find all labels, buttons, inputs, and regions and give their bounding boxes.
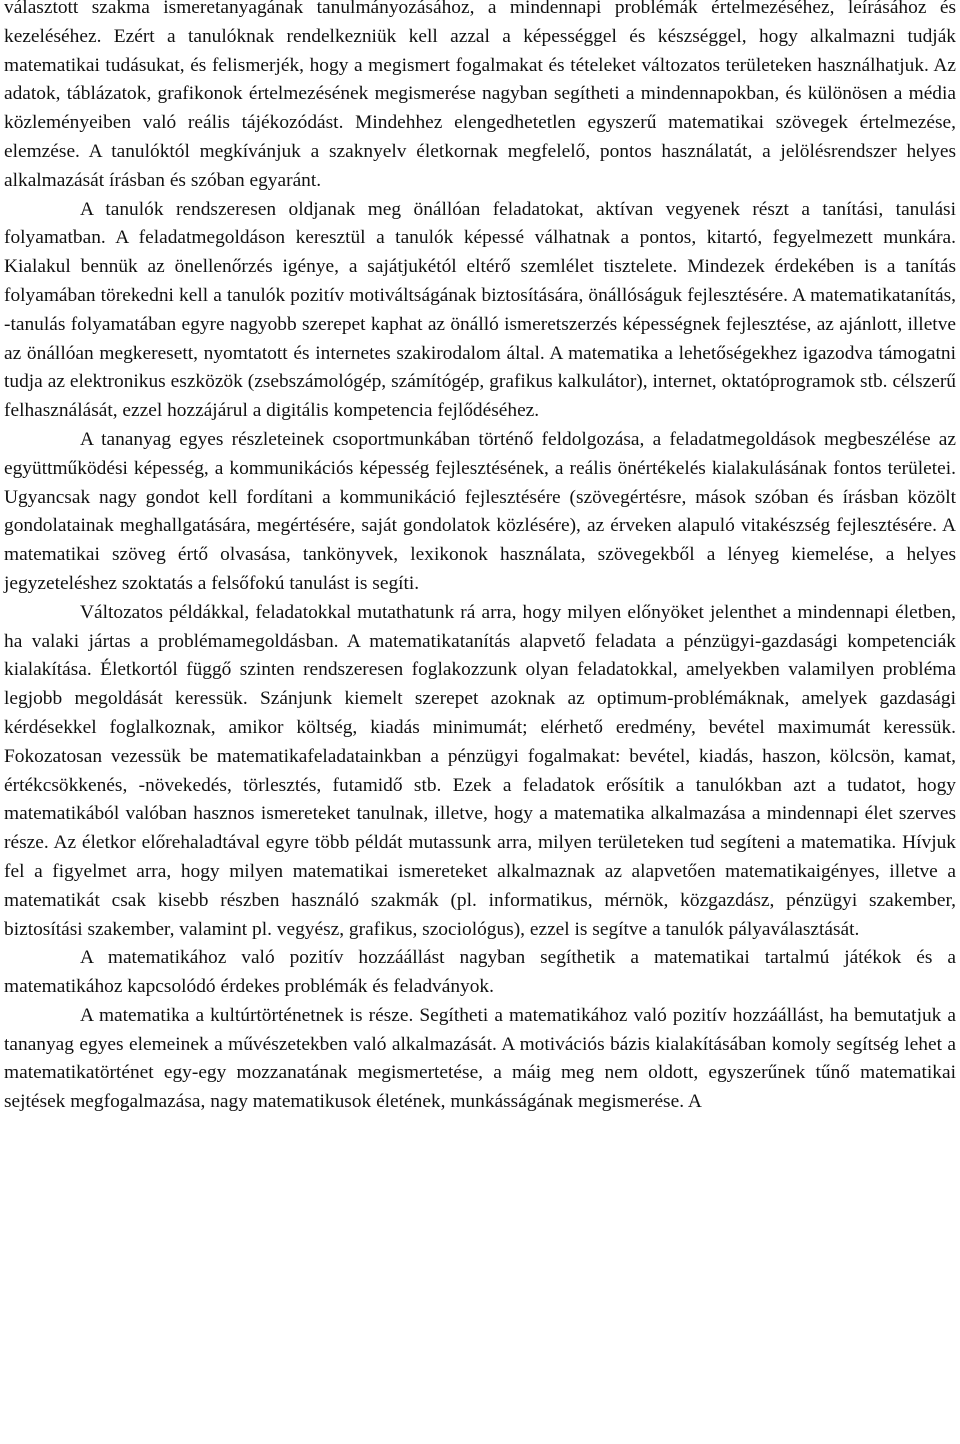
- paragraph-6: A matematika a kultúrtörténetnek is része. Segítheti a matematikához való pozitív hozzáállást, ha bemutatjuk a tananyag egyes elemeinek a művészetekben való alkalmazását. A motivációs bázis kialakításában komoly segítség lehet a matematikatörténet egy-egy mozzanatának megismertetése, a máig meg nem oldott, egyszerűnek tűnő matematikai sejtések megfogalmazása, nagy matematikusok életének, munkásságának megismerése. A: [4, 1004, 956, 1113]
- paragraph-2: A tanulók rendszeresen oldjanak meg önállóan feladatokat, aktívan vegyenek részt a tanítási, tanulási folyamatban. A feladatmegoldáson keresztül a tanulók képessé válhatnak a pontos, kitartó, fegyelmezett munkára. Kialakul bennük az önellenőrzés igénye, a sajátjukétól eltérő szemlélet tisztelete. Mindezek érdekében is a tanítás folyamában törekedni kell a tanulók pozitív motiváltságának biztosítására, önállóságuk fejlesztésére. A matematikatanítás, -tanulás folyamatában egyre nagyobb szerepet kaphat az önálló ismeretszerzés képességnek fejlesztése, az ajánlott, illetve az önállóan megkeresett, nyomtatott és internetes szakirodalom által. A matematika a lehetőségekhez igazodva támogatni tudja az elektronikus eszközök (zsebszámológép, számítógép, grafikus kalkulátor), internet, oktatóprogramok stb. célszerű felhasználását, ezzel hozzájárul a digitális kompetencia fejlődéséhez.: [4, 198, 956, 422]
- paragraph-3: A tananyag egyes részleteinek csoportmunkában történő feldolgozása, a feladatmegoldások megbeszélése az együttműködési képesség, a kommunikációs képesség fejlesztésének, a reális önértékelés kialakulásának fontos területei. Ugyancsak nagy gondot kell fordítani a kommunikáció fejlesztésére (szövegértésre, mások szóban és írásban közölt gondolatainak meghallgatására, megértésére, saját gondolatok közlésére), az érveken alapuló vitakészség fejlesztésére. A matematikai szöveg értő olvasása, tankönyvek, lexikonok használata, szövegekből a lényeg kiemelése, a helyes jegyzeteléshez szoktatás a felsőfokú tanulást is segíti.: [4, 428, 956, 594]
- paragraph-4: Változatos példákkal, feladatokkal mutathatunk rá arra, hogy milyen előnyöket jelenthet a mindennapi életben, ha valaki jártas a problémamegoldásban. A matematikatanítás alapvető feladata a pénzügyi-gazdasági kompetenciák kialakítása. Életkortól függő szinten rendszeresen foglakozzunk olyan feladatokkal, amelyekben valamilyen probléma legjobb megoldását keressük. Szánjunk kiemelt szerepet azoknak az optimum-problémáknak, amelyek gazdasági kérdésekkel foglalkoznak, amikor költség, kiadás minimumát; elérhető eredmény, bevétel maximumát keressük. Fokozatosan vezessük be matematikafeladatainkban a pénzügyi fogalmakat: bevétel, kiadás, haszon, kölcsön, kamat, értékcsökkenés, -növekedés, törlesztés, futamidő stb. Ezek a feladatok erősítik a tanulókban azt a tudatot, hogy matematikából valóban hasznos ismereteket tanulnak, illetve, hogy a matematika alkalmazása a mindennapi élet szerves része. Az életkor előrehaladtával egyre több példát mutassunk arra, milyen területeken tud segíteni a matematika. Hívjuk fel a figyelmet arra, hogy milyen matematikai ismereteket alkalmaznak az alapvetően matematikaigényes, illetve a matematikát csak kisebb részben használó szakmák (pl. informatikus, mérnök, közgazdász, pénzügyi szakember, biztosítási szakember, valamint pl. vegyész, grafikus, szociológus), ezzel is segítve a tanulók pályaválasztását.: [4, 601, 956, 940]
- paragraph-5: A matematikához való pozitív hozzáállást nagyban segíthetik a matematikai tartalmú játékok és a matematikához kapcsolódó érdekes problémák és feladványok.: [4, 947, 956, 998]
- paragraph-1: választott szakma ismeretanyagának tanulmányozásához, a mindennapi problémák értelmezéséhez, leírásához és kezeléséhez. Ezért a tanulóknak rendelkezniük kell azzal a képességgel és készséggel, hogy alkalmazni tudják matematikai tudásukat, és felismerjék, hogy a megismert fogalmakat és tételeket változatos területeken használhatjuk. Az adatok, táblázatok, grafikonok értelmezésének megismerése nagyban segítheti a mindennapokban, és különösen a média közleményeiben való reális tájékozódást. Mindehhez elengedhetetlen egyszerű matematikai szövegek értelmezése, elemzése. A tanulóktól megkívánjuk a szaknyelv életkornak megfelelő, pontos használatát, a jelölésrendszer helyes alkalmazását írásban és szóban egyaránt.: [4, 0, 956, 191]
- document-page: [4, 0, 956, 1117]
